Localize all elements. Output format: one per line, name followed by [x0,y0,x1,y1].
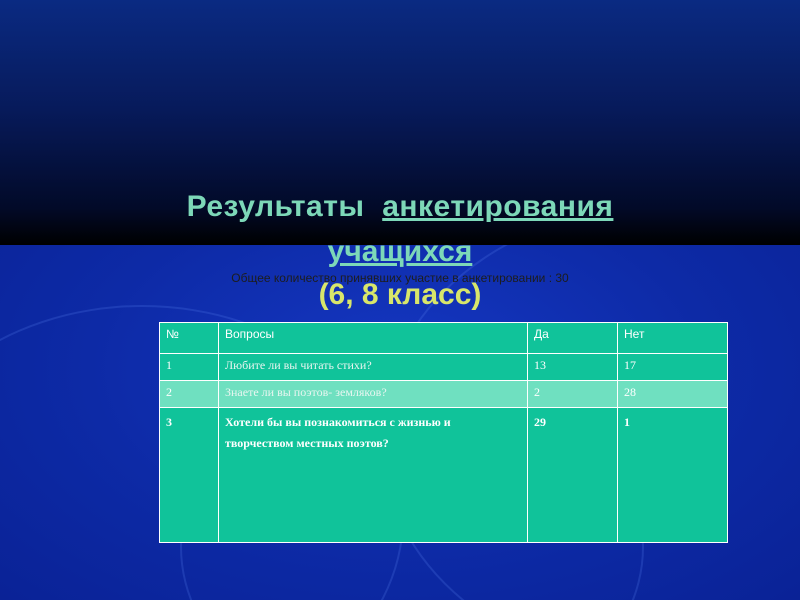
cell-question: Хотели бы вы познакомиться с жизнью и творчеством местных поэтов? [219,408,528,543]
cell-no: 17 [618,354,728,381]
results-table [159,322,728,543]
cell-number: 2 [160,381,219,408]
title-class: (6, 8 класс) [318,278,482,311]
page-title [0,190,800,224]
cell-no: 28 [618,381,728,408]
table-row [160,408,728,543]
cell-yes: 29 [528,408,618,543]
cell-yes: 13 [528,354,618,381]
cell-number: 1 [160,354,219,381]
table-row [160,354,728,381]
col-header-number: № [160,323,219,354]
col-header-no: Нет [618,323,728,354]
cell-no: 1 [618,408,728,543]
cell-question: Знаете ли вы поэтов- земляков? [219,381,528,408]
cell-yes: 2 [528,381,618,408]
col-header-questions: Вопросы [219,323,528,354]
table-row [160,381,728,408]
col-header-yes: Да [528,323,618,354]
cell-question: Любите ли вы читать стихи? [219,354,528,381]
table-header-row [160,323,728,354]
title-word-survey: анкетирования [382,190,614,223]
title-word-results: Результаты [186,190,365,223]
cell-number: 3 [160,408,219,543]
participants-note: Общее количество принявших участие в анкетировании : 30 [231,271,569,285]
title-students: учащихся [327,235,473,268]
